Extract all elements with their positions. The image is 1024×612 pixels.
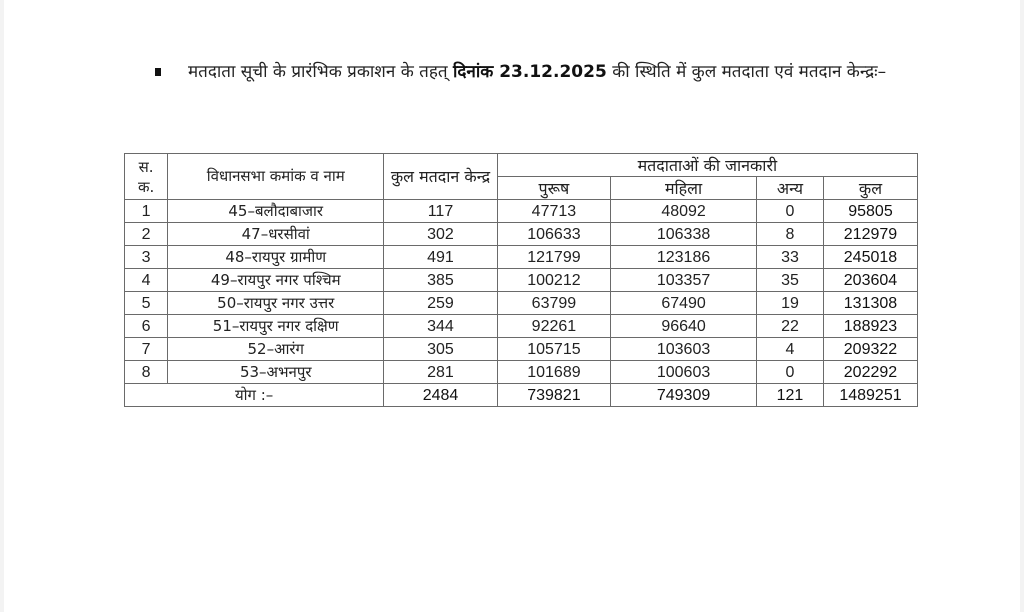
cell-polling-centres: 281 — [384, 361, 497, 384]
bullet-square-icon — [155, 68, 161, 76]
cell-male: 100212 — [497, 269, 610, 292]
cell-serial: 8 — [125, 361, 168, 384]
header-polling-centres: कुल मतदान केन्द्र — [384, 154, 497, 200]
cell-male: 105715 — [497, 338, 610, 361]
cell-male: 63799 — [497, 292, 610, 315]
cell-serial: 3 — [125, 246, 168, 269]
header-voter-info: मतदाताओं की जानकारी — [497, 154, 917, 177]
cell-polling-centres: 259 — [384, 292, 497, 315]
table-body — [125, 200, 918, 384]
cell-total: 131308 — [823, 292, 917, 315]
cell-serial: 7 — [125, 338, 168, 361]
cell-polling-centres: 491 — [384, 246, 497, 269]
header-other: अन्य — [756, 177, 823, 200]
cell-female: 103357 — [611, 269, 757, 292]
totals-male: 739821 — [497, 384, 610, 407]
table-row — [125, 338, 918, 361]
cell-total: 212979 — [823, 223, 917, 246]
cell-other: 33 — [756, 246, 823, 269]
cell-other: 19 — [756, 292, 823, 315]
cell-total: 202292 — [823, 361, 917, 384]
cell-polling-centres: 305 — [384, 338, 497, 361]
cell-other: 4 — [756, 338, 823, 361]
cell-constituency: 51–रायपुर नगर दक्षिण — [168, 315, 384, 338]
totals-centres: 2484 — [384, 384, 497, 407]
cell-female: 103603 — [611, 338, 757, 361]
table-row — [125, 223, 918, 246]
cell-serial: 2 — [125, 223, 168, 246]
cell-male: 92261 — [497, 315, 610, 338]
cell-constituency: 49–रायपुर नगर पश्चिम — [168, 269, 384, 292]
cell-other: 22 — [756, 315, 823, 338]
cell-other: 8 — [756, 223, 823, 246]
cell-polling-centres: 117 — [384, 200, 497, 223]
table-row — [125, 361, 918, 384]
table-row — [125, 200, 918, 223]
totals-other: 121 — [756, 384, 823, 407]
cell-other: 0 — [756, 200, 823, 223]
header-total: कुल — [823, 177, 917, 200]
cell-polling-centres: 302 — [384, 223, 497, 246]
table-row — [125, 269, 918, 292]
voter-statistics-table — [124, 153, 918, 407]
cell-female: 123186 — [611, 246, 757, 269]
cell-constituency: 50–रायपुर नगर उत्तर — [168, 292, 384, 315]
intro-date: दिनांक 23.12.2025 — [452, 62, 607, 82]
cell-male: 106633 — [497, 223, 610, 246]
cell-serial: 6 — [125, 315, 168, 338]
header-serial: स. क. — [125, 154, 168, 200]
header-row-1 — [125, 154, 918, 177]
totals-total: 1489251 — [823, 384, 917, 407]
cell-female: 106338 — [611, 223, 757, 246]
cell-female: 100603 — [611, 361, 757, 384]
cell-total: 245018 — [823, 246, 917, 269]
table-row — [125, 315, 918, 338]
intro-text-after: की स्थिति में कुल मतदाता एवं मतदान केन्द्रः– — [612, 62, 887, 82]
table-row — [125, 292, 918, 315]
intro-text — [164, 58, 914, 87]
totals-female: 749309 — [611, 384, 757, 407]
totals-row — [125, 384, 918, 407]
intro-paragraph — [164, 58, 914, 87]
cell-other: 0 — [756, 361, 823, 384]
cell-female: 48092 — [611, 200, 757, 223]
cell-female: 96640 — [611, 315, 757, 338]
cell-polling-centres: 344 — [384, 315, 497, 338]
document-page — [4, 0, 1020, 612]
cell-serial: 1 — [125, 200, 168, 223]
cell-constituency: 53–अभनपुर — [168, 361, 384, 384]
cell-total: 188923 — [823, 315, 917, 338]
cell-constituency: 47–धरसीवां — [168, 223, 384, 246]
cell-other: 35 — [756, 269, 823, 292]
totals-label: योग :– — [125, 384, 384, 407]
cell-serial: 5 — [125, 292, 168, 315]
cell-male: 47713 — [497, 200, 610, 223]
cell-serial: 4 — [125, 269, 168, 292]
cell-total: 209322 — [823, 338, 917, 361]
table-row — [125, 246, 918, 269]
header-male: पुरूष — [497, 177, 610, 200]
cell-total: 203604 — [823, 269, 917, 292]
cell-constituency: 52–आरंग — [168, 338, 384, 361]
intro-text-before: मतदाता सूची के प्रारंभिक प्रकाशन के तहत् — [188, 62, 448, 82]
header-female: महिला — [611, 177, 757, 200]
cell-constituency: 48–रायपुर ग्रामीण — [168, 246, 384, 269]
cell-female: 67490 — [611, 292, 757, 315]
cell-male: 101689 — [497, 361, 610, 384]
cell-constituency: 45–बलौदाबाजार — [168, 200, 384, 223]
header-constituency: विधानसभा कमांक व नाम — [168, 154, 384, 200]
cell-male: 121799 — [497, 246, 610, 269]
cell-polling-centres: 385 — [384, 269, 497, 292]
cell-total: 95805 — [823, 200, 917, 223]
